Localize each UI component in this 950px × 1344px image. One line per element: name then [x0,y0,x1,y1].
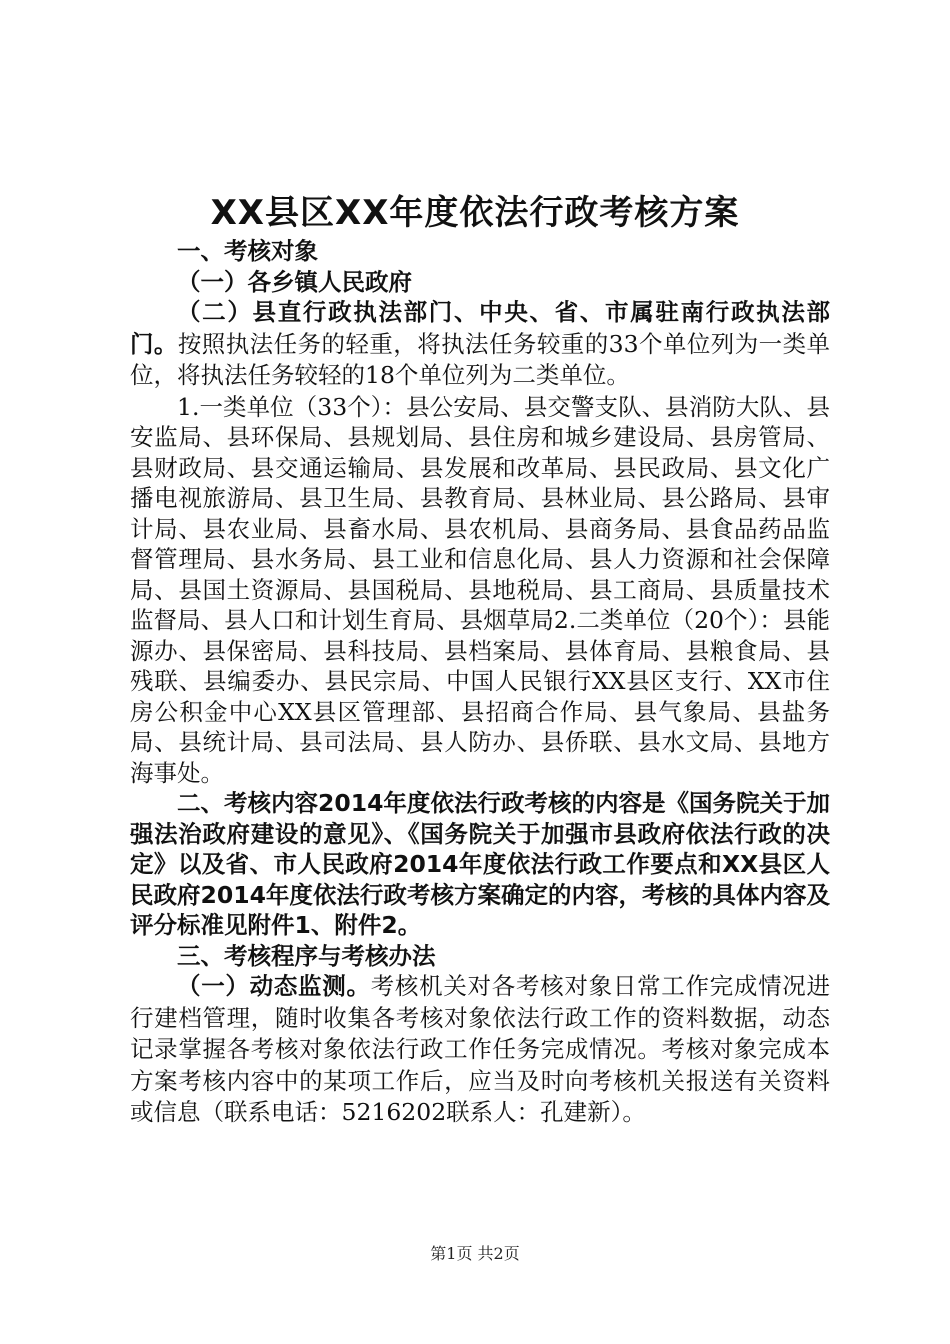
unit-list-paragraph: 1.一类单位（33个）：县公安局、县交警支队、县消防大队、县安监局、县环保局、县规划局、县住房和城乡建设局、县房管局、县财政局、县交通运输局、县发展和改革局、县民政局、县文化广播电视旅游局、县卫生局、县教育局、县林业局、县公路局、县审计局、县农业局、县畜水局、县农机局、县商务局、县食品药品监督管理局、县水务局、县工业和信息化局、县人力资源和社会保障局、县国土资源局、县国税局、县地税局、县工商局、县质量技术监督局、县人口和计划生育局、县烟草局2.二类单位（20个）：县能源办、县保密局、县科技局、县档案局、县体育局、县粮食局、县残联、县编委办、县民宗局、中国人民银行XX县区支行、XX市住房公积金中心XX县区管理部、县招商合作局、县气象局、县盐务局、县统计局、县司法局、县人防办、县侨联、县水文局、县地方海事处。 [130,392,830,787]
subsection-1-2-text: 按照执法任务的轻重，将执法任务较重的33个单位列为一类单位，将执法任务较轻的18个单位列为二类单位。 [130,329,831,389]
document-title: XX县区XX年度依法行政考核方案 [210,193,740,233]
page-footer: 第1页 共2页 [430,1244,520,1263]
section-heading-2: 二、考核内容2014年度依法行政考核的内容是《国务院关于加强法治政府建设的意见》、《国务院关于加强市县政府依法行政的决定》以及省、市人民政府2014年度依法行政工作要点和XX县区人民政府2014年度依法行政考核方案确定的内容，考核的具体内容及评分标准见附件1、附件2。 [130,789,830,939]
subsection-1-1: （一）各乡镇人民政府 [177,267,412,296]
document-body [130,236,830,1129]
subsection-3-1-text: 考核机关对各考核对象日常工作完成情况进行建档管理，随时收集各考核对象依法行政工作的资料数据，动态记录掌握各考核对象依法行政工作任务完成情况。考核对象完成本方案考核内容中的某项工作后，应当及时向考核机关报送有关资料或信息（联系电话：5216202联系人：孔建新）。 [130,972,831,1126]
section-heading-1: 一、考核对象 [177,237,318,265]
subsection-3-1 [130,971,830,1129]
section-heading-3: 三、考核程序与考核办法 [177,941,436,970]
subsection-1-2 [130,297,830,392]
subsection-3-1-lead: （一）动态监测。 [177,972,371,1000]
subsection-1-2-lead: （二）县直行政执法部门、中央、省、市属驻南行政执法部门。 [130,298,830,358]
